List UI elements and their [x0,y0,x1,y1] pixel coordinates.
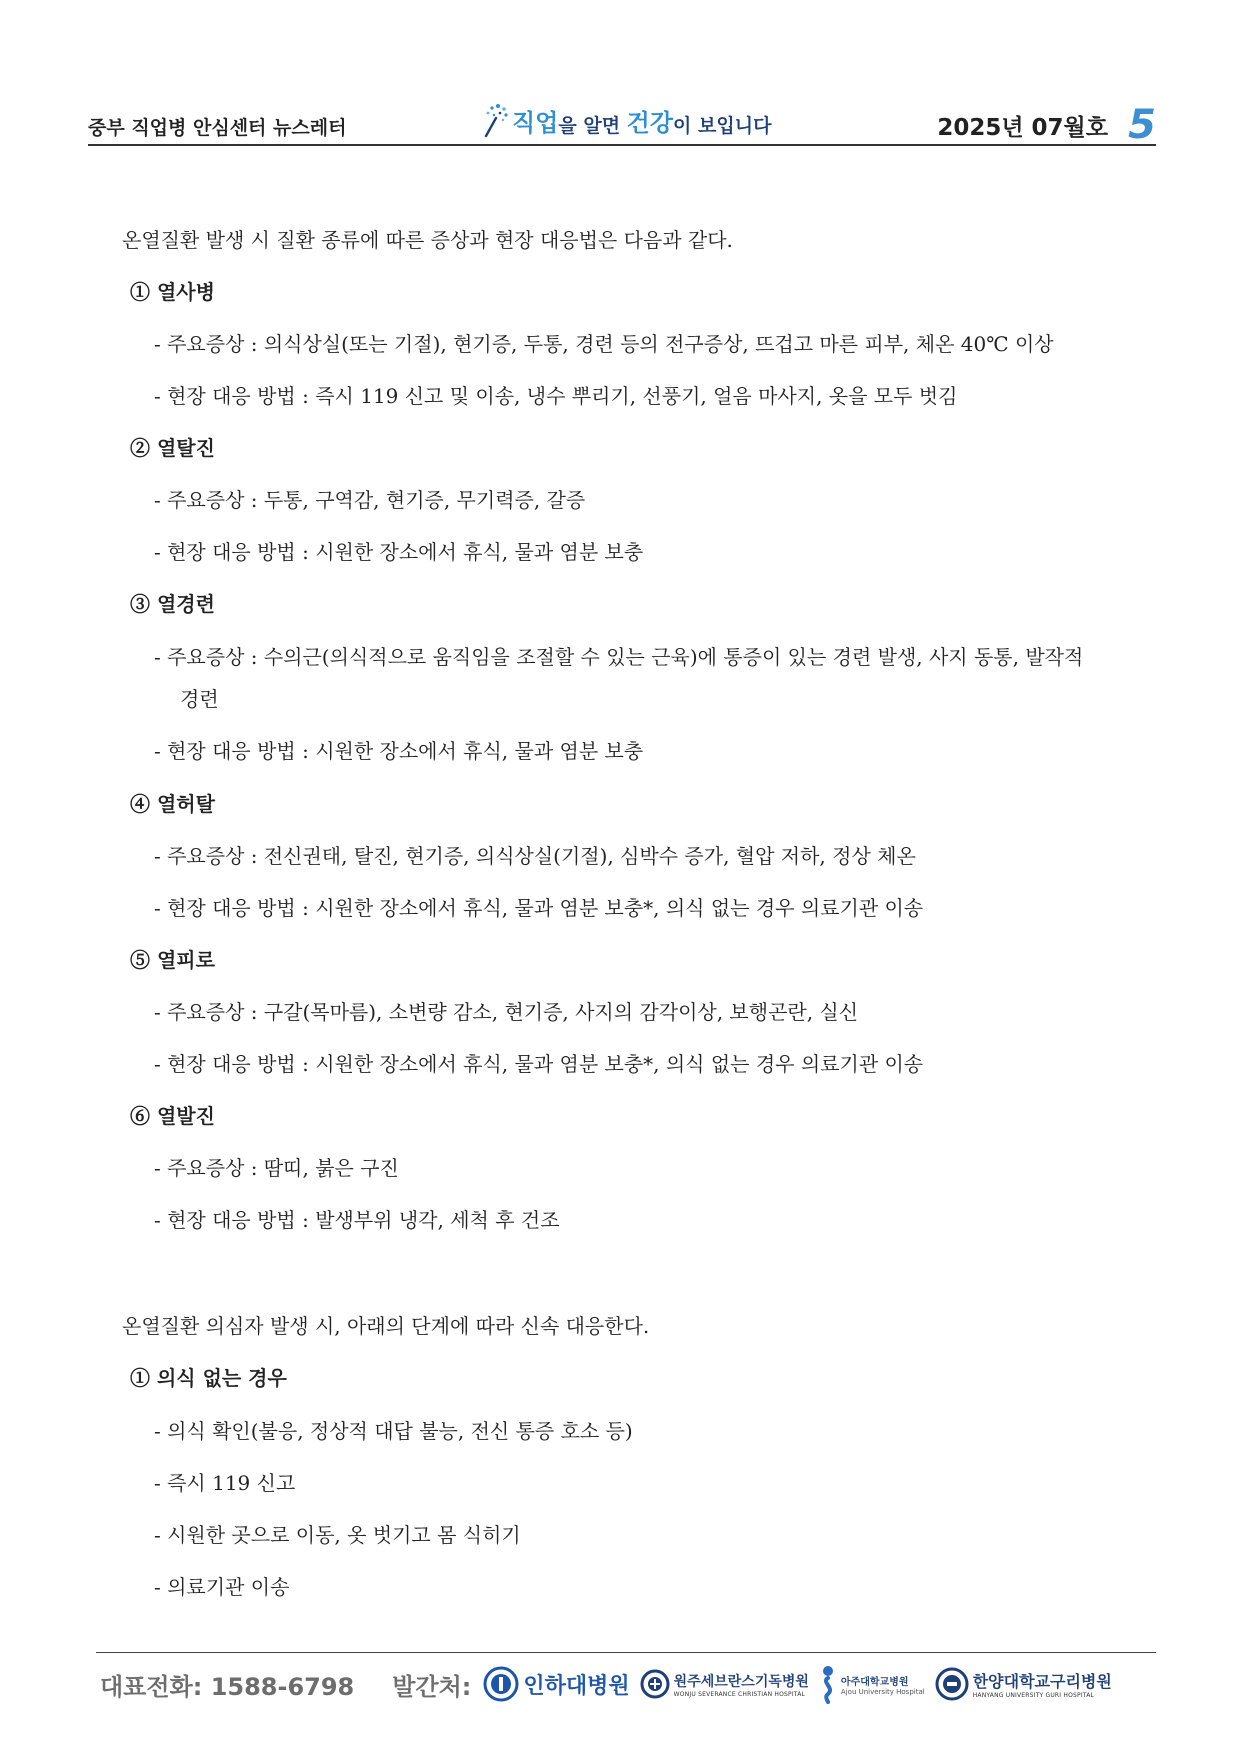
inha-emblem-icon [483,1666,519,1702]
slogan-part-health: 건강 [626,109,674,137]
list-item-continuation: 경련 [180,687,219,711]
list-item: - 시원한 곳으로 이동, 옷 벗기고 몸 식히기 [154,1523,521,1547]
hanyang-emblem-icon [935,1667,969,1701]
ajou-emblem-icon [819,1664,837,1704]
list-item: - 즉시 119 신고 [154,1471,296,1495]
hospital-wonju-english: WONJU SEVERANCE CHRISTIAN HOSPITAL [673,1690,806,1698]
hospital-ajou-english: Ajou University Hospital [840,1687,925,1696]
list-item: - 주요증상 : 의식상실(또는 기절), 현기증, 두통, 경련 등의 전구증상, 뜨겁고 마른 피부, 체온 40℃ 이상 [154,332,1054,356]
sparkle-logo-icon [480,98,510,138]
page-footer [100,1662,1160,1706]
list-item: - 주요증상 : 수의근(의식적으로 움직임을 조절할 수 있는 근육)에 통증이 있는 경련 발생, 사지 동통, 발작적 [154,645,1084,669]
hospital-hanyang-name: 한양대학교구리병원 [972,1672,1112,1691]
heading-unconscious: ① 의식 없는 경우 [130,1366,287,1390]
footer-divider [96,1652,1156,1653]
slogan-part-know: 을 알면 [558,115,627,137]
hospital-wonju [640,1669,809,1699]
page-header [88,98,1156,146]
list-item: - 현장 대응 방법 : 시원한 장소에서 휴식, 물과 염분 보충*, 의식 없는 경우 의료기관 이송 [154,896,924,920]
list-item: - 현장 대응 방법 : 즉시 119 신고 및 이송, 냉수 뿌리기, 선풍기, 얼음 마사지, 옷을 모두 벗김 [154,384,958,408]
list-item: - 주요증상 : 구갈(목마름), 소변량 감소, 현기증, 사지의 감각이상, 보행곤란, 실신 [154,1000,859,1024]
list-item: - 주요증상 : 전신권태, 탈진, 현기증, 의식상실(기절), 심박수 증가, 혈압 저하, 정상 체온 [154,844,916,868]
heading-heat-exhaustion: ② 열탈진 [130,436,215,460]
hospital-inha-name: 인하대병원 [523,1673,630,1699]
heading-heat-cramps: ③ 열경련 [130,592,215,616]
list-item: - 현장 대응 방법 : 시원한 장소에서 휴식, 물과 염분 보충 [154,739,644,763]
footer-phone: 대표전화: 1588-6798 [100,1672,355,1701]
issue-date: 2025년 07월호 [937,115,1108,141]
list-item: - 현장 대응 방법 : 발생부위 냉각, 세척 후 건조 [154,1208,560,1232]
hospital-wonju-name: 원주세브란스기독병원 [673,1673,809,1690]
list-item: - 현장 대응 방법 : 시원한 장소에서 휴식, 물과 염분 보충 [154,540,644,564]
list-item: - 현장 대응 방법 : 시원한 장소에서 휴식, 물과 염분 보충*, 의식 없는 경우 의료기관 이송 [154,1052,924,1076]
slogan-part-job: 직업 [512,109,559,137]
section2-intro: 온열질환 의심자 발생 시, 아래의 단계에 따라 신속 대응한다. [122,1314,650,1338]
slogan-part-see: 이 보입니다 [673,115,772,137]
newsletter-name: 중부 직업병 안심센터 뉴스레터 [88,117,347,139]
wonju-emblem-icon [640,1669,670,1699]
list-item: - 의료기관 이송 [154,1575,290,1599]
hospital-ajou-name: 아주대학교병원 [840,1676,909,1688]
heading-heatstroke: ① 열사병 [130,280,215,304]
section1-intro: 온열질환 발생 시 질환 종류에 따른 증상과 현장 대응법은 다음과 같다. [122,228,733,252]
hospital-ajou [819,1664,925,1704]
hospital-hanyang [935,1667,1112,1701]
heading-heat-fatigue: ⑤ 열피로 [130,948,215,972]
list-item: - 주요증상 : 땀띠, 붉은 구진 [154,1156,399,1180]
slogan-logo [480,98,771,138]
hospital-hanyang-english: HANYANG UNIVERSITY GURI HOSPITAL [972,1692,1095,1699]
footer-publisher-label: 발간처: [392,1672,472,1701]
heading-heat-rash: ⑥ 열발진 [130,1104,215,1128]
list-item: - 주요증상 : 두통, 구역감, 현기증, 무기력증, 갈증 [154,488,586,512]
heading-heat-syncope: ④ 열허탈 [130,792,215,816]
page-number: 5 [1128,102,1156,148]
list-item: - 의식 확인(불응, 정상적 대답 불능, 전신 통증 호소 등) [154,1419,633,1443]
hospital-inha [483,1666,629,1702]
